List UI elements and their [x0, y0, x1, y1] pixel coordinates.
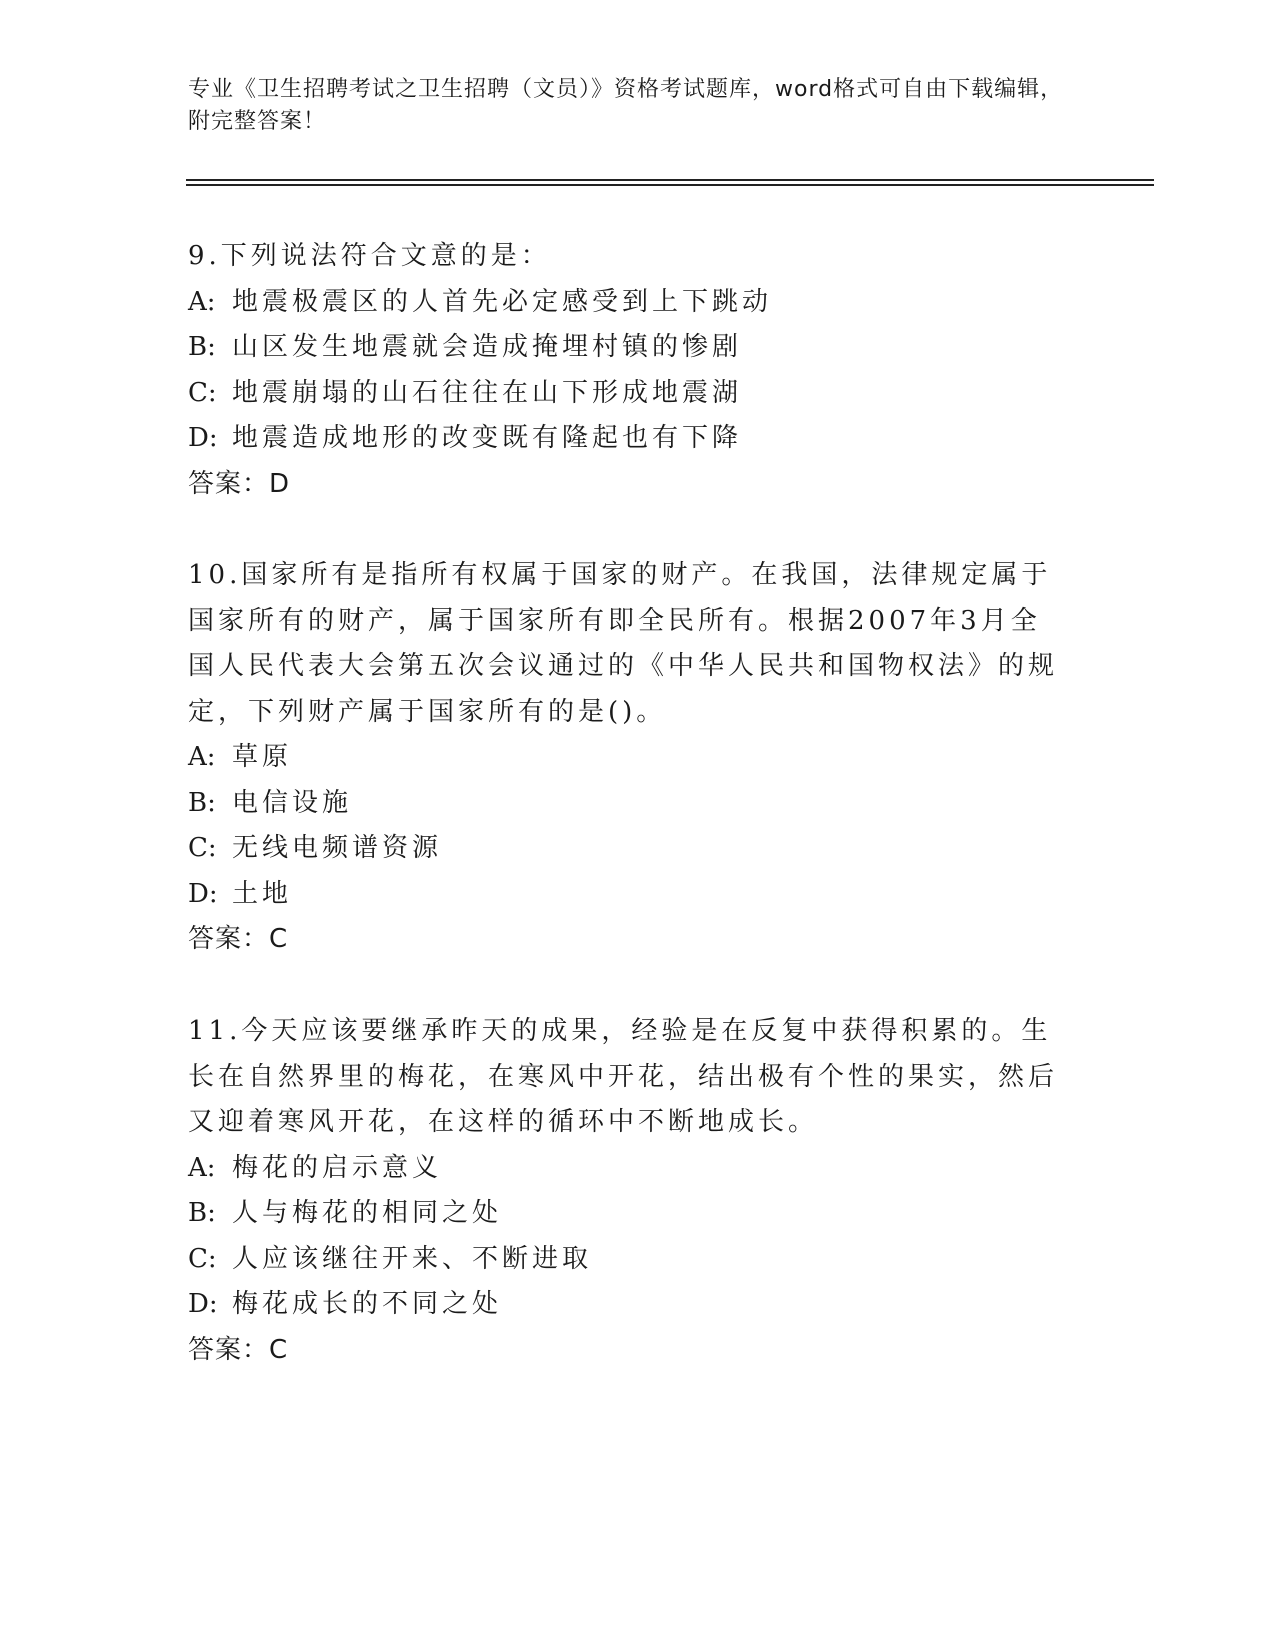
answer-line: 答案：C: [188, 1334, 289, 1365]
option-text: 山区发生地震就会造成掩埋村镇的惨剧: [232, 332, 743, 362]
option-text: 梅花的启示意义: [232, 1152, 443, 1183]
option-letter: C:: [188, 377, 217, 408]
option-a: [188, 735, 1068, 781]
option-text: 地震崩塌的山石往往在山下形成地震湖: [232, 377, 743, 408]
option-letter: A:: [188, 742, 216, 772]
option-letter: B:: [188, 787, 216, 818]
document-header: 专业《卫生招聘考试之卫生招聘（文员）》资格考试题库，word格式可自由下载编辑，附完整答案！: [188, 77, 1064, 134]
option-d: [188, 872, 1068, 918]
question-stem: 11.今天应该要继承昨天的成果，经验是在反复中获得积累的。生长在自然界里的梅花，在寒风中开花，结出极有个性的果实，然后又迎着寒风开花，在这样的循环中不断地成长。: [188, 1016, 1059, 1137]
option-b: [188, 325, 1068, 371]
question-9: [188, 234, 1068, 507]
option-text: 人与梅花的相同之处: [232, 1198, 503, 1228]
option-text: 人应该继往开来、不断进取: [232, 1243, 593, 1274]
option-b: [188, 781, 1068, 827]
option-text: 地震造成地形的改变既有隆起也有下降: [232, 423, 743, 453]
option-text: 土地: [232, 878, 293, 909]
option-list: [188, 1146, 1068, 1328]
option-c: [188, 1237, 1068, 1283]
option-text: 电信设施: [232, 787, 353, 818]
option-letter: D:: [188, 423, 218, 453]
option-letter: B:: [188, 1198, 216, 1228]
question-10: [188, 553, 1068, 963]
option-letter: D:: [188, 1289, 218, 1319]
header-divider-bottom: [186, 184, 1154, 186]
option-text: 地震极震区的人首先必定感受到上下跳动: [232, 286, 773, 317]
option-letter: B:: [188, 332, 216, 362]
option-letter: C:: [188, 833, 217, 863]
question-stem: 10.国家所有是指所有权属于国家的财产。在我国，法律规定属于国家所有的财产，属于国家所有即全民所有。根据2007年3月全国人民代表大会第五次会议通过的《中华人民共和国物权法》的规定，下列财产属于国家所有的是()。: [188, 560, 1059, 727]
option-letter: D:: [188, 878, 218, 909]
option-c: [188, 371, 1068, 417]
option-text: 梅花成长的不同之处: [232, 1289, 503, 1319]
option-b: [188, 1191, 1068, 1237]
option-d: [188, 416, 1068, 462]
option-letter: C:: [188, 1243, 217, 1274]
option-list: [188, 735, 1068, 917]
answer-line: 答案：C: [188, 924, 289, 954]
option-a: [188, 280, 1068, 326]
option-list: [188, 280, 1068, 462]
question-stem: 9.下列说法符合文意的是：: [188, 241, 551, 271]
option-d: [188, 1282, 1068, 1328]
option-a: [188, 1146, 1068, 1192]
answer-line: 答案：D: [188, 468, 291, 499]
question-11: [188, 1009, 1068, 1373]
option-c: [188, 826, 1068, 872]
option-text: 草原: [232, 742, 293, 772]
header-divider-top: [186, 179, 1154, 181]
option-letter: A:: [188, 286, 216, 317]
option-text: 无线电频谱资源: [232, 833, 443, 863]
option-letter: A:: [188, 1152, 216, 1183]
